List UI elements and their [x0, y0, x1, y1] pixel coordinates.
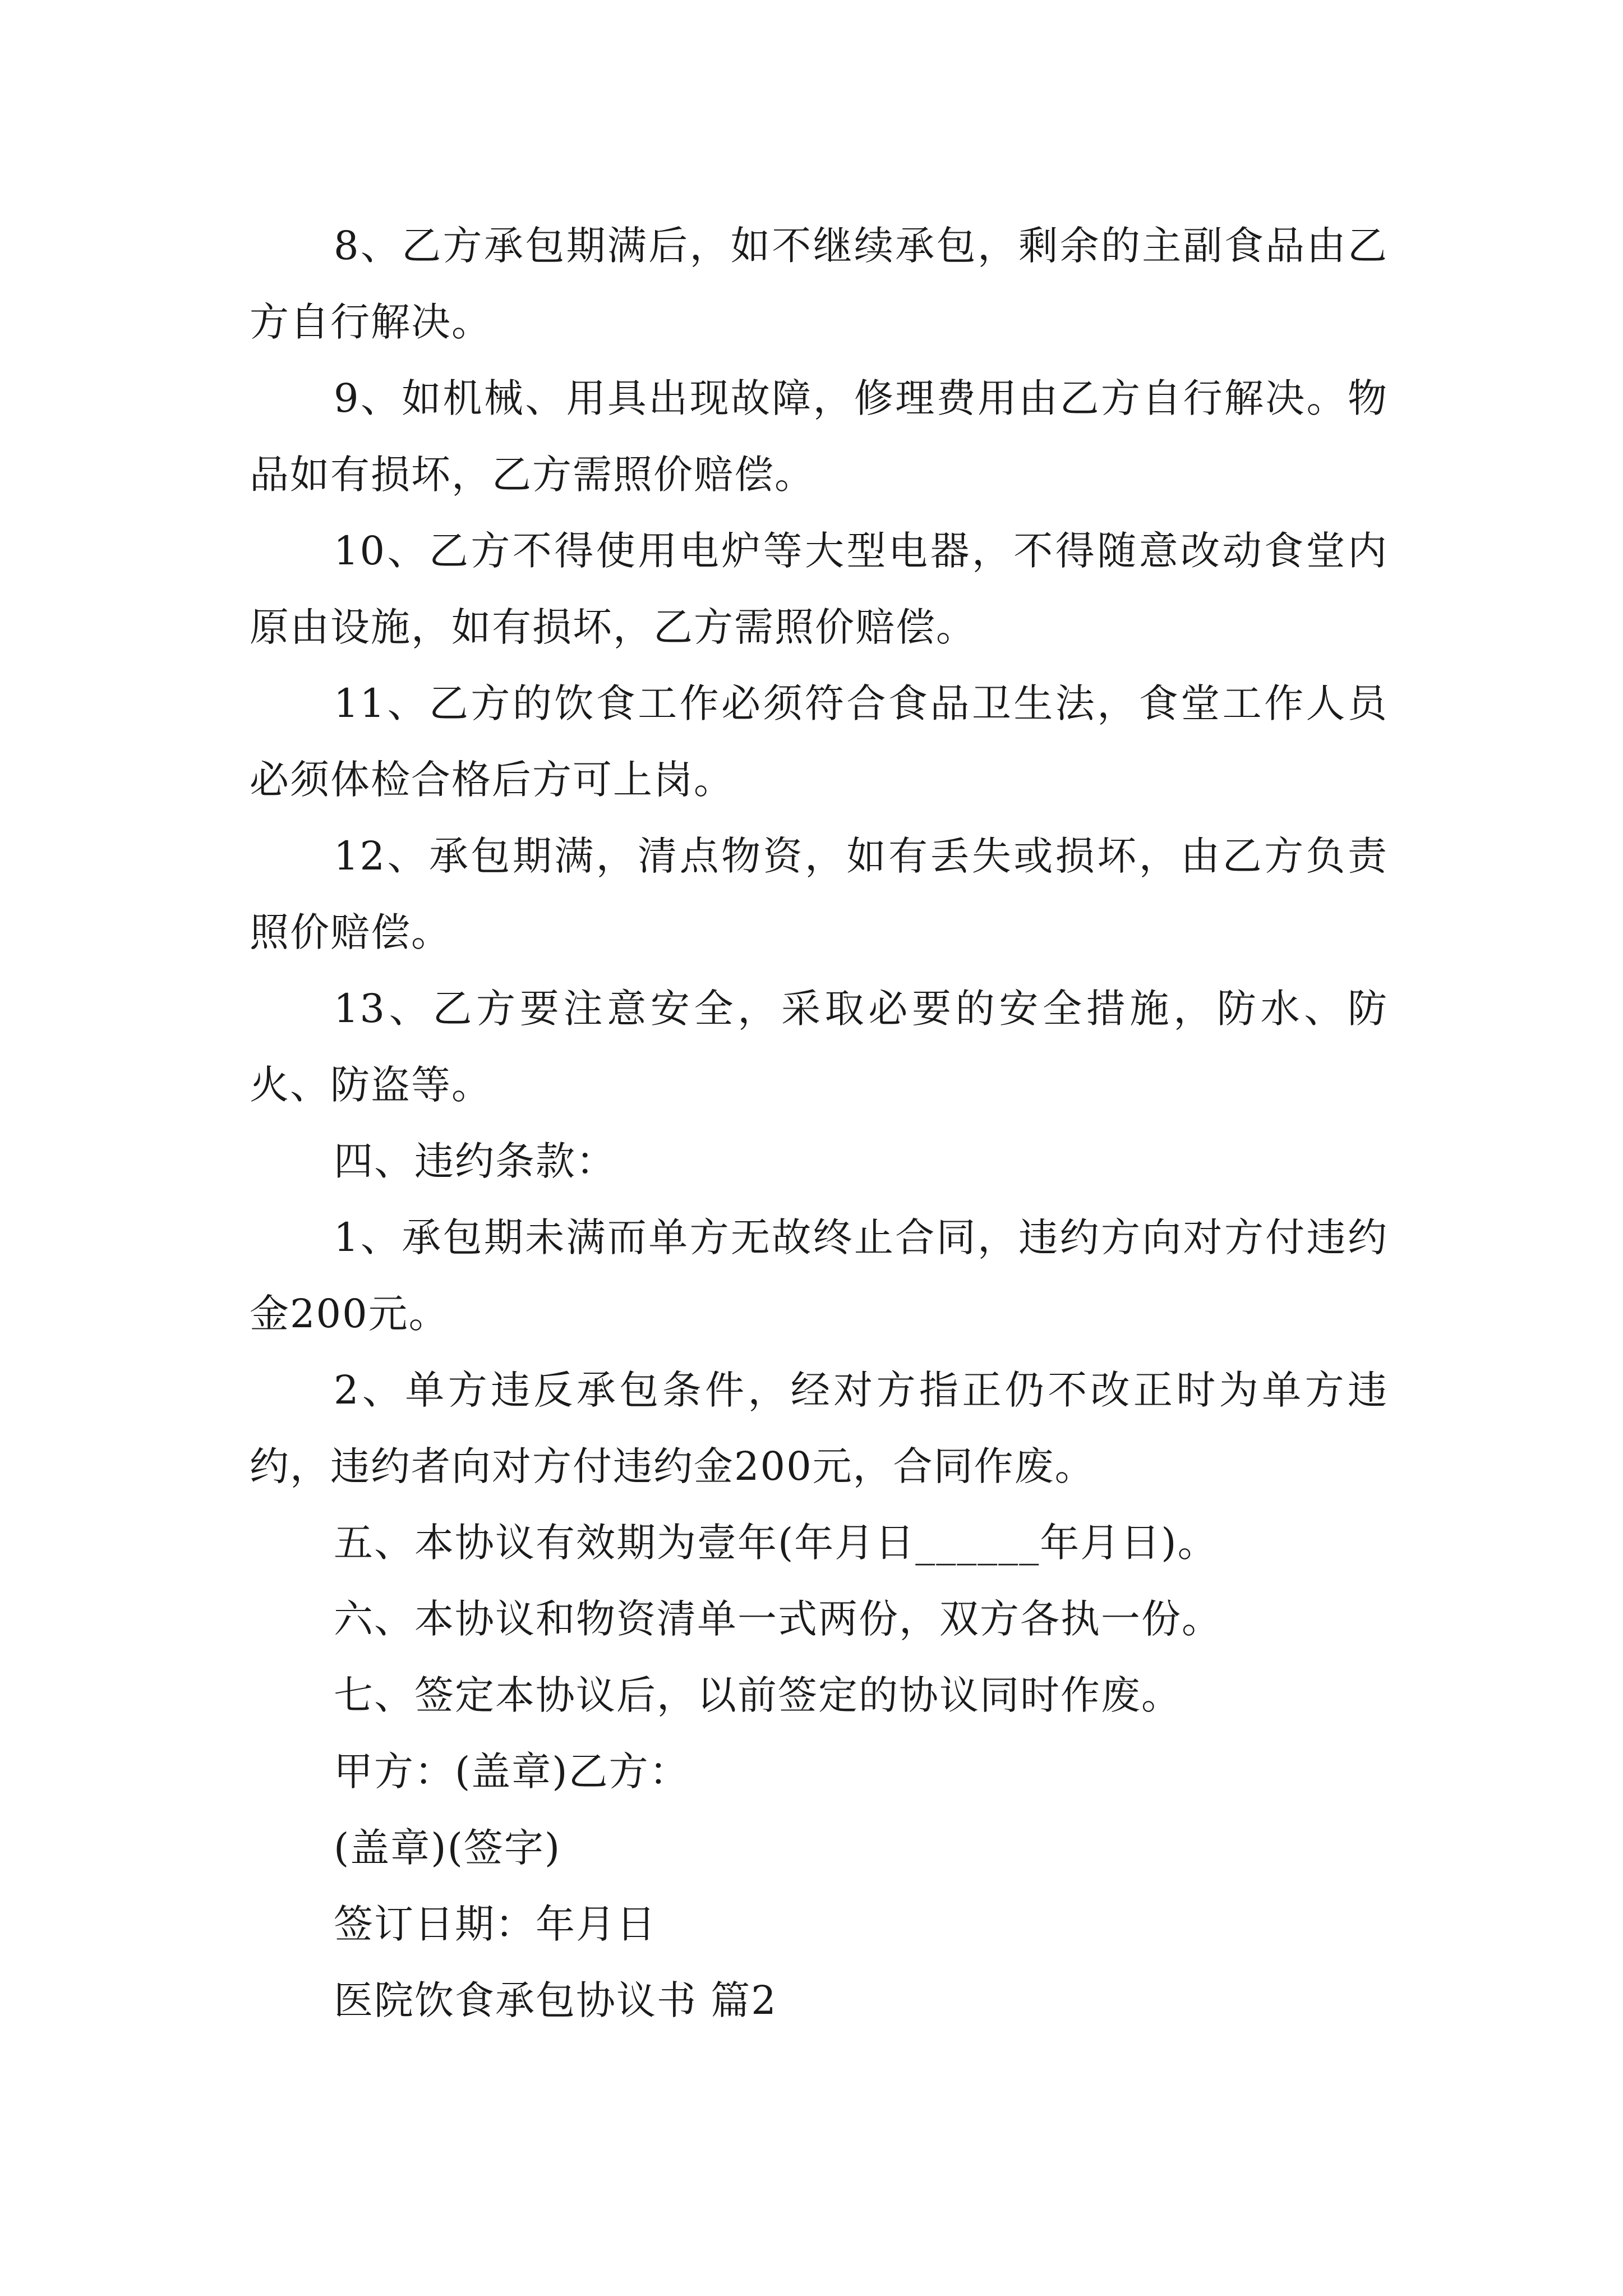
section-heading-breach: 四、违约条款：: [334, 1138, 616, 1184]
signature-stamp-line: (盖章)(签字): [334, 1825, 561, 1871]
next-section-title: 医院饮食承包协议书 篇2: [334, 1977, 777, 2023]
section-copies: 六、本协议和物资清单一式两份，双方各执一份。: [334, 1596, 1222, 1642]
breach-clause-2: 2、单方违反承包条件，经对方指正仍不改正时为单方违约，违约者向对方付违约金200元，合同作废。: [250, 1367, 1388, 1489]
section-supersede: 七、签定本协议后，以前签定的协议同时作废。: [334, 1672, 1182, 1718]
section-validity: 五、本协议有效期为壹年(年月日______年月日)。: [334, 1520, 1218, 1566]
clause-11: 11、乙方的饮食工作必须符合食品卫生法，食堂工作人员必须体检合格后方可上岗。: [250, 680, 1388, 803]
clause-9: 9、如机械、用具出现故障，修理费用由乙方自行解决。物品如有损坏，乙方需照价赔偿。: [250, 375, 1388, 498]
document-body: [250, 208, 1388, 2039]
clause-10: 10、乙方不得使用电炉等大型电器，不得随意改动食堂内原由设施，如有损坏，乙方需照价赔偿。: [250, 528, 1388, 650]
clause-8: 8、乙方承包期满后，如不继续承包，剩余的主副食品由乙方自行解决。: [250, 223, 1388, 345]
clause-13: 13、乙方要注意安全，采取必要的安全措施，防水、防火、防盗等。: [250, 986, 1388, 1108]
signing-date: 签订日期：年月日: [334, 1901, 657, 1947]
clause-12: 12、承包期满，清点物资，如有丢失或损坏，由乙方负责照价赔偿。: [250, 833, 1388, 955]
breach-clause-1: 1、承包期未满而单方无故终止合同，违约方向对方付违约金200元。: [250, 1214, 1388, 1337]
signature-party-line: 甲方：(盖章)乙方：: [334, 1749, 690, 1795]
